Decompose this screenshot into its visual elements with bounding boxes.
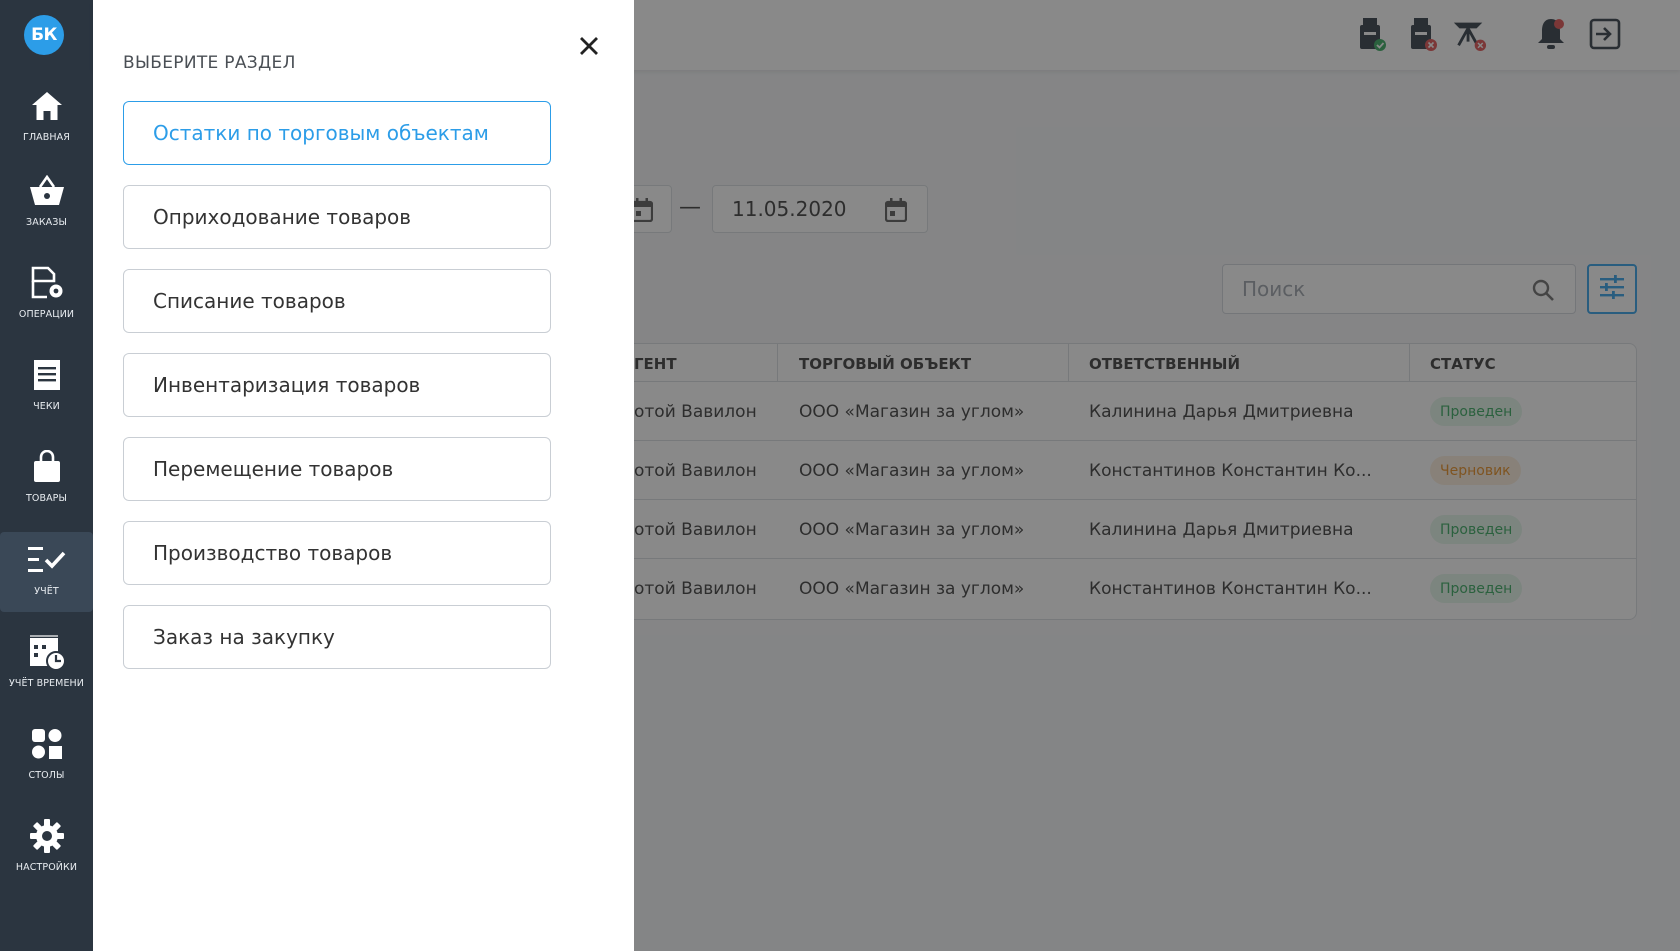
sidebar-item-label: УЧЁТ	[34, 586, 59, 597]
sidebar-item-settings[interactable]	[0, 808, 93, 888]
section-button-production[interactable]: Производство товаров	[123, 521, 551, 585]
app-logo[interactable]: БК	[24, 15, 64, 55]
tables-icon	[27, 724, 67, 764]
sidebar-item-label: УЧЁТ ВРЕМЕНИ	[8, 678, 85, 689]
close-icon[interactable]	[576, 33, 602, 59]
section-button-write-off[interactable]: Списание товаров	[123, 269, 551, 333]
sidebar-item-home[interactable]	[0, 78, 93, 158]
basket-icon	[27, 171, 67, 211]
sidebar-item-operations[interactable]	[0, 255, 93, 335]
section-button-purchase-order[interactable]: Заказ на закупку	[123, 605, 551, 669]
sidebar-item-time-tracking[interactable]	[0, 624, 93, 704]
drawer-title: ВЫБЕРИТЕ РАЗДЕЛ	[123, 53, 296, 73]
calendar-clock-icon	[27, 632, 67, 672]
sidebar-item-label: ТОВАРЫ	[25, 493, 67, 504]
sidebar-item-label: ЗАКАЗЫ	[26, 217, 67, 228]
sidebar-item-label: НАСТРОЙКИ	[15, 862, 78, 873]
sidebar-item-receipts[interactable]	[0, 347, 93, 427]
sidebar-item-goods[interactable]	[0, 439, 93, 519]
section-button-transfer[interactable]: Перемещение товаров	[123, 437, 551, 501]
sidebar-item-label: ОПЕРАЦИИ	[18, 309, 75, 320]
sidebar-item-label: ГЛАВНАЯ	[23, 132, 70, 143]
section-button-stock-balances[interactable]: Остатки по торговым объектам	[123, 101, 551, 165]
sidebar-item-label: СТОЛЫ	[28, 770, 65, 781]
operations-icon	[27, 263, 67, 303]
home-icon	[27, 86, 67, 126]
section-button-goods-receipt[interactable]: Оприходование товаров	[123, 185, 551, 249]
sidebar-item-label: ЧЕКИ	[33, 401, 60, 412]
section-drawer	[93, 0, 634, 951]
section-button-inventory[interactable]: Инвентаризация товаров	[123, 353, 551, 417]
sidebar-item-tables[interactable]	[0, 716, 93, 796]
sidebar-item-orders[interactable]	[0, 163, 93, 243]
bag-icon	[27, 447, 67, 487]
sidebar	[0, 0, 93, 951]
gear-icon	[27, 816, 67, 856]
checklist-icon	[27, 540, 67, 580]
receipt-icon	[27, 355, 67, 395]
sidebar-item-accounting[interactable]	[0, 532, 93, 612]
